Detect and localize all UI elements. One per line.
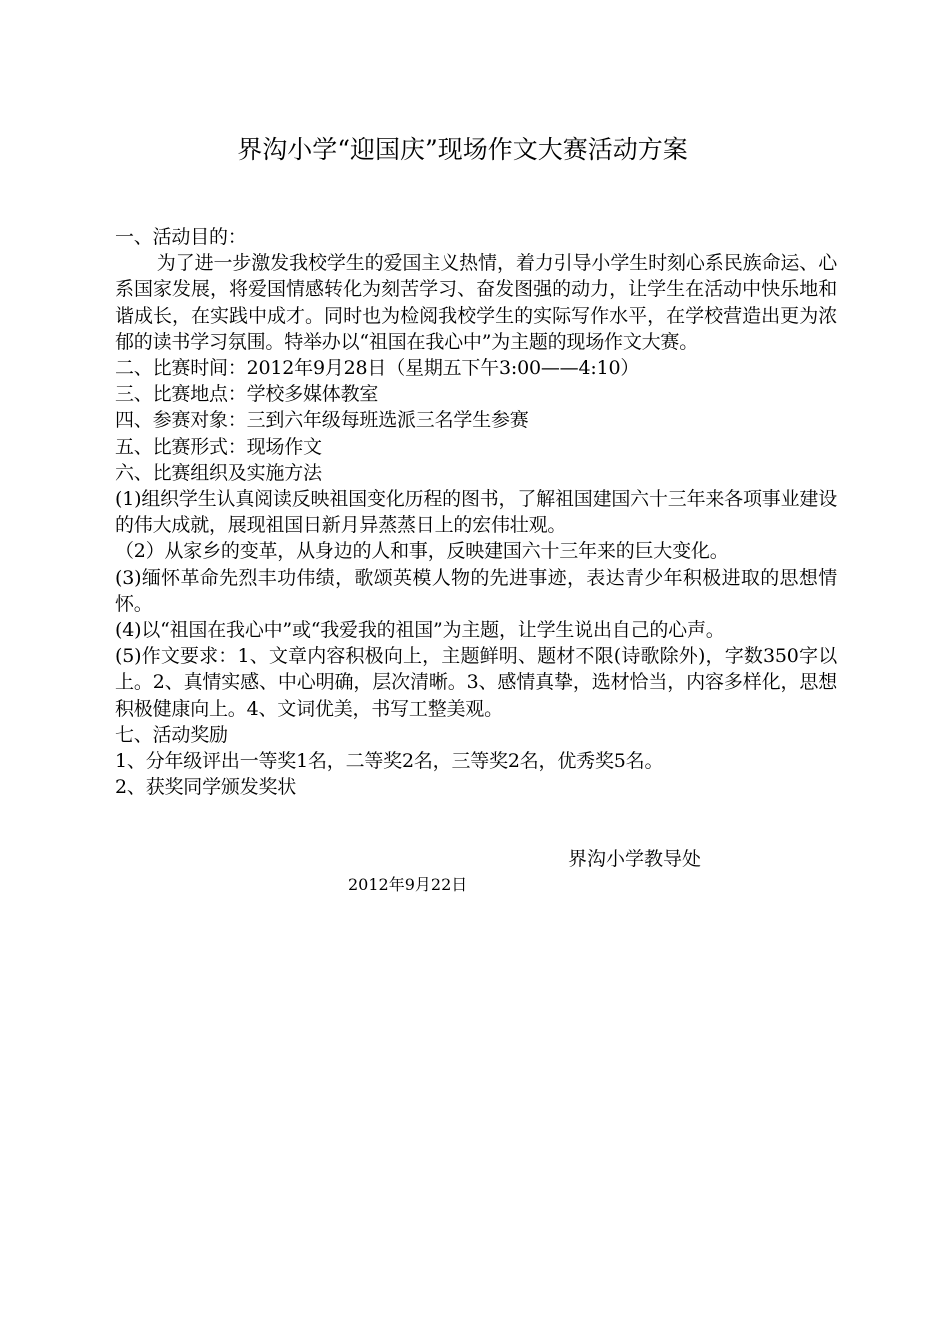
paragraph-purpose: 为了进一步激发我校学生的爱国主义热情，着力引导小学生时刻心系民族命运、心系国家发展，将爱国情感转化为刻苦学习、奋发图强的动力，让学生在活动中快乐地和谐成长，在实践中成才。同时也为检阅我校学生的实际写作水平，在学校营造出更为浓郁的读书学习氛围。特举办以“祖国在我心中”为主题的现场作文大赛。 — [115, 252, 837, 353]
section-location: 三、比赛地点：学校多媒体教室 — [115, 383, 379, 406]
section-format: 五、比赛形式：现场作文 — [115, 435, 322, 458]
document-date: 2012年9月22日 — [348, 875, 468, 894]
document-title: 界沟小学“迎国庆”现场作文大赛活动方案 — [237, 135, 688, 164]
section-time: 二、比赛时间：2012年9月28日（星期五下午3:00——4:10） — [115, 357, 640, 380]
list-item-3: (3)缅怀革命先烈丰功伟绩，歌颂英模人物的先进事迹，表达青少年积极进取的思想情怀。 — [115, 566, 837, 615]
list-item-5: (5)作文要求：1、文章内容积极向上，主题鲜明、题材不限(诗歌除外)，字数350字以上。2、真情实感、中心明确，层次清晰。3、感情真挚，选材恰当，内容多样化，思想积极健康向上。4、文词优美，书写工整美观。 — [115, 645, 837, 720]
signature: 界沟小学教导处 — [568, 848, 702, 870]
award-item-1: 1、分年级评出一等奖1名，二等奖2名，三等奖2名，优秀奖5名。 — [115, 750, 664, 773]
award-item-2: 2、获奖同学颁发奖状 — [115, 776, 297, 799]
list-item-1: (1)组织学生认真阅读反映祖国变化历程的图书，了解祖国建国六十三年来各项事业建设的伟大成就，展现祖国日新月异蒸蒸日上的宏伟壮观。 — [115, 488, 837, 537]
section-participants: 四、参赛对象：三到六年级每班选派三名学生参赛 — [115, 409, 529, 432]
list-item-2: （2）从家乡的变革，从身边的人和事，反映建国六十三年来的巨大变化。 — [115, 540, 729, 563]
section-heading-awards: 七、活动奖励 — [115, 723, 228, 746]
document-body — [115, 224, 837, 800]
list-item-4: (4)以“祖国在我心中”或“我爱我的祖国”为主题，让学生说出自己的心声。 — [115, 619, 725, 642]
section-heading-purpose: 一、活动目的： — [115, 226, 247, 248]
section-heading-organization: 六、比赛组织及实施方法 — [115, 461, 322, 484]
